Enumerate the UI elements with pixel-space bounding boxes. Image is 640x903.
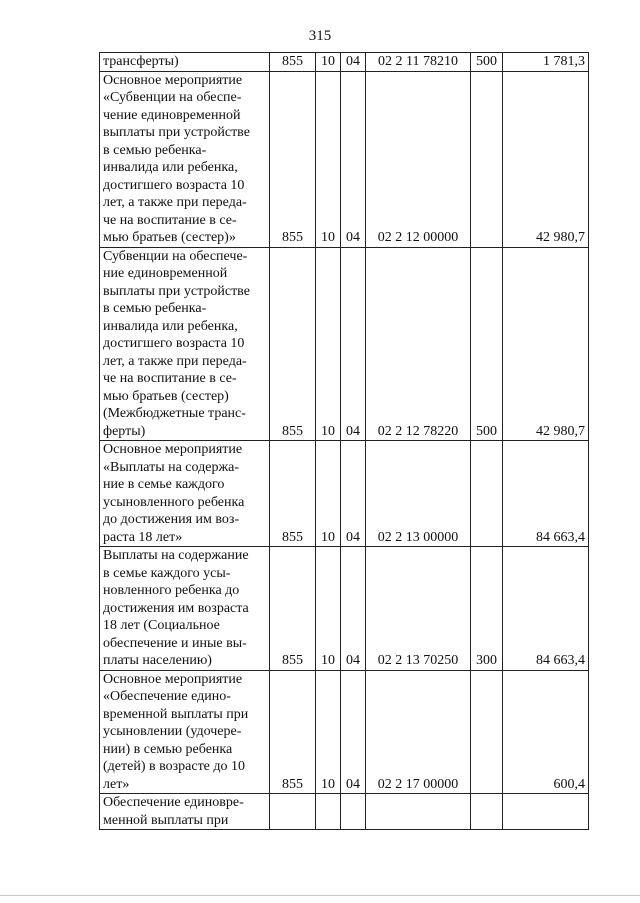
row-target-article-cell: 02 2 13 00000	[366, 441, 471, 547]
row-subsection-cell: 04	[341, 441, 366, 547]
table-row	[100, 670, 589, 794]
row-section-cell: 10	[316, 53, 341, 72]
row-section-cell: 10	[316, 441, 341, 547]
row-target-article-cell: 02 2 17 00000	[366, 670, 471, 794]
row-ministry-code-cell: 855	[270, 441, 316, 547]
row-ministry-code-cell	[270, 794, 316, 830]
row-amount-cell: 84 663,4	[503, 547, 589, 671]
row-section-cell: 10	[316, 547, 341, 671]
table-row	[100, 794, 589, 830]
row-name-cell: трансферты)	[100, 53, 270, 72]
row-name-cell: Основное мероприятие «Обеспечение едино- временной выплаты при усыновлении (удочере- нии) в семью ребенка (детей) в возрасте до 10 лет»	[100, 670, 270, 794]
row-subsection-cell: 04	[341, 247, 366, 441]
row-subsection-cell: 04	[341, 547, 366, 671]
row-target-article-cell	[366, 794, 471, 830]
row-expense-type-cell: 300	[471, 547, 503, 671]
row-name-cell: Основное мероприятие «Субвенции на обеспе- чение единовременной выплаты при устройстве в семью ребенка- инвалида или ребенка, достигшего возраста 10 лет, а также при переда- че на воспитание в се- мью братьев (сестер)»	[100, 71, 270, 247]
row-subsection-cell: 04	[341, 670, 366, 794]
row-section-cell	[316, 794, 341, 830]
row-name-cell: Обеспечение единовре- менной выплаты при	[100, 794, 270, 830]
row-expense-type-cell	[471, 670, 503, 794]
row-target-article-cell: 02 2 13 70250	[366, 547, 471, 671]
row-amount-cell	[503, 794, 589, 830]
page-number: 315	[308, 28, 332, 44]
row-amount-cell: 1 781,3	[503, 53, 589, 72]
row-expense-type-cell	[471, 441, 503, 547]
row-target-article-cell: 02 2 12 00000	[366, 71, 471, 247]
row-amount-cell: 600,4	[503, 670, 589, 794]
row-target-article-cell: 02 2 11 78210	[366, 53, 471, 72]
row-expense-type-cell: 500	[471, 247, 503, 441]
row-section-cell: 10	[316, 71, 341, 247]
table-row	[100, 71, 589, 247]
row-amount-cell: 42 980,7	[503, 247, 589, 441]
budget-table-body	[100, 53, 589, 830]
row-ministry-code-cell: 855	[270, 670, 316, 794]
row-amount-cell: 84 663,4	[503, 441, 589, 547]
row-ministry-code-cell: 855	[270, 53, 316, 72]
table-row	[100, 441, 589, 547]
row-ministry-code-cell: 855	[270, 547, 316, 671]
row-subsection-cell	[341, 794, 366, 830]
row-expense-type-cell: 500	[471, 53, 503, 72]
row-name-cell: Основное мероприятие «Выплаты на содержа- ние в семье каждого усыновленного ребенка до достижения им воз- раста 18 лет»	[100, 441, 270, 547]
table-row	[100, 247, 589, 441]
budget-table	[99, 52, 589, 830]
row-target-article-cell: 02 2 12 78220	[366, 247, 471, 441]
row-amount-cell: 42 980,7	[503, 71, 589, 247]
row-subsection-cell: 04	[341, 71, 366, 247]
row-ministry-code-cell: 855	[270, 247, 316, 441]
row-name-cell: Выплаты на содержание в семье каждого усы- новленного ребенка до достижения им возраста 18 лет (Социальное обеспечение и иные вы- платы населению)	[100, 547, 270, 671]
row-ministry-code-cell: 855	[270, 71, 316, 247]
row-name-cell: Субвенции на обеспече- ние единовременной выплаты при устройстве в семью ребенка- инвалида или ребенка, достигшего возраста 10 лет, а также при переда- че на воспитание в се- мью братьев (сестер) (Межбюджетные транс- ферты)	[100, 247, 270, 441]
row-expense-type-cell	[471, 71, 503, 247]
row-section-cell: 10	[316, 670, 341, 794]
row-section-cell: 10	[316, 247, 341, 441]
table-row	[100, 53, 589, 72]
row-expense-type-cell	[471, 794, 503, 830]
row-subsection-cell: 04	[341, 53, 366, 72]
scan-edge-line	[0, 895, 640, 896]
table-row	[100, 547, 589, 671]
